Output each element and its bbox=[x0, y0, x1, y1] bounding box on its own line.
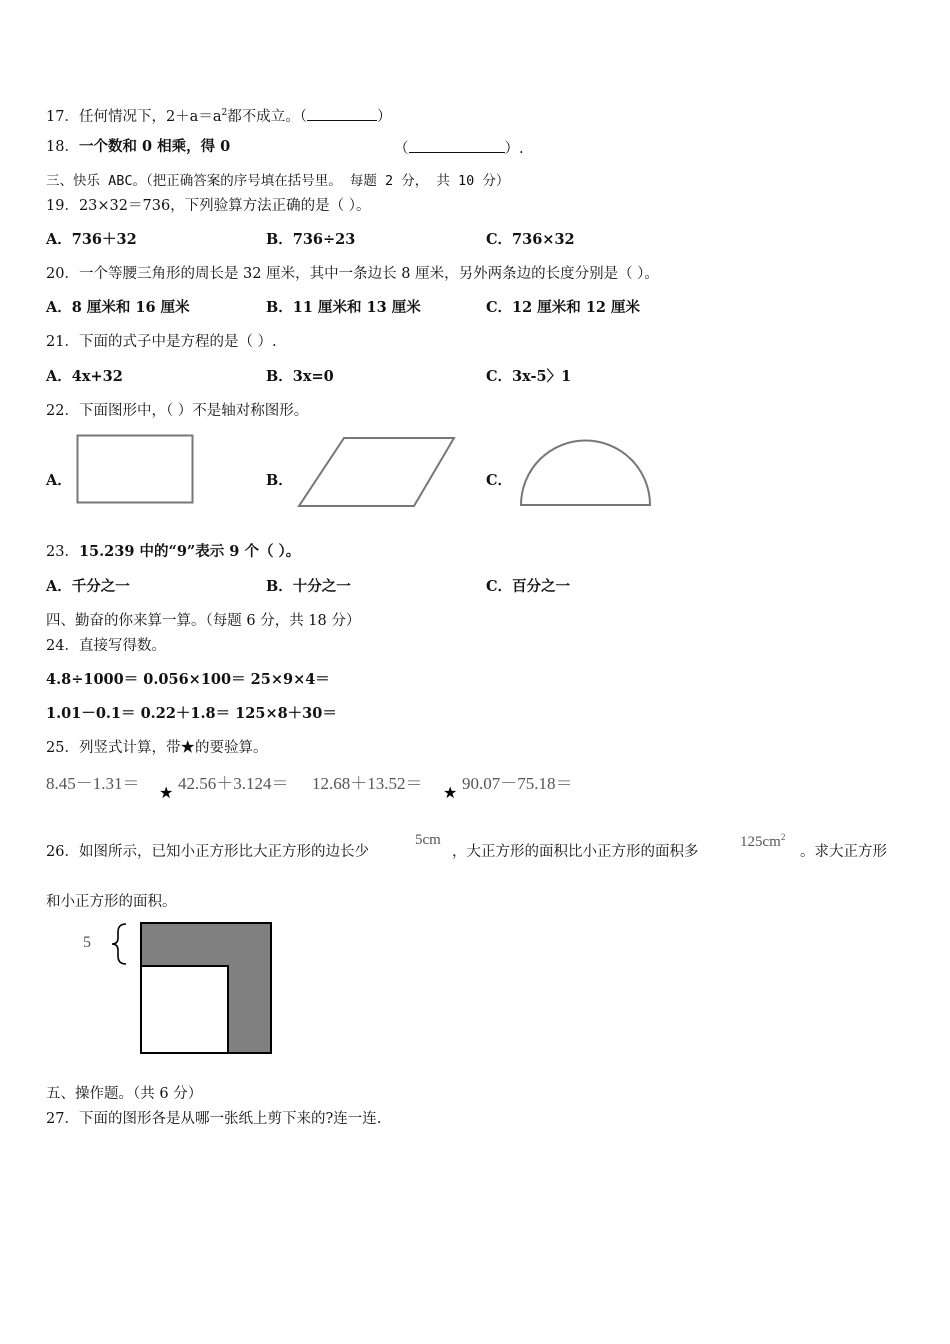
question-20 bbox=[46, 265, 659, 283]
q25-item-3: 12.68＋13.52＝ bbox=[312, 774, 423, 793]
q21-option-c[interactable]: C．3x-5〉1 bbox=[486, 368, 572, 385]
square-diagram-label: 5 bbox=[83, 934, 91, 951]
q19-text: 23×32＝736，下列验算方法正确的是（ ）。 bbox=[78, 198, 371, 214]
q26-note-125cm2 bbox=[740, 832, 785, 851]
q21-option-a[interactable]: A．4x+32 bbox=[46, 368, 123, 385]
q20-text: 一个等腰三角形的周长是 32 厘米，其中一条边长 8 厘米，另外两条边的长度分别是（ ）。 bbox=[78, 266, 659, 282]
question-23 bbox=[46, 543, 300, 561]
q22-option-c[interactable]: C． bbox=[486, 472, 513, 489]
q25-item-2: 42.56＋3.124＝ bbox=[178, 774, 289, 793]
question-27 bbox=[46, 1110, 381, 1128]
question-22 bbox=[46, 402, 308, 420]
q25-item-1: 8.45－1.31＝ bbox=[46, 774, 140, 793]
q17-close: ） bbox=[376, 108, 392, 125]
q18-open: （ bbox=[394, 141, 409, 157]
q17-number: 17． bbox=[46, 108, 79, 125]
question-18 bbox=[46, 138, 230, 156]
q23-option-a[interactable]: A．千分之一 bbox=[46, 578, 130, 595]
rectangle-figure[interactable] bbox=[76, 434, 196, 506]
star-icon: ★ bbox=[443, 783, 458, 802]
q26-note-sup: 2 bbox=[780, 832, 786, 842]
star-icon: ★ bbox=[159, 783, 174, 802]
q21-text: 下面的式子中是方程的是（ ）. bbox=[78, 334, 277, 350]
q23-number: 23． bbox=[46, 544, 79, 560]
q26-text-c: 。求大正方形 bbox=[800, 844, 887, 860]
section-3-title: 三、快乐 ABC。（把正确答案的序号填在括号里。 每题 2 分， 共 10 分） bbox=[46, 173, 510, 189]
question-19 bbox=[46, 197, 371, 215]
q22-option-b[interactable]: B． bbox=[266, 472, 293, 489]
q21-option-b[interactable]: B．3x=0 bbox=[266, 368, 334, 385]
q20-option-c[interactable]: C．12 厘米和 12 厘米 bbox=[486, 299, 641, 316]
q19-option-b[interactable]: B．736÷23 bbox=[266, 231, 356, 248]
q24-text: 直接写得数。 bbox=[78, 638, 166, 654]
q17-tail: 都不成立。（ bbox=[227, 108, 307, 125]
q26-number: 26． bbox=[46, 844, 79, 860]
q25-item-4: 90.07－75.18＝ bbox=[462, 774, 573, 793]
question-24 bbox=[46, 637, 166, 655]
question-17 bbox=[46, 104, 391, 126]
q17-answer-blank[interactable] bbox=[307, 106, 377, 121]
q24-row-2: 1.01－0.1＝ 0.22＋1.8＝ 125×8＋30＝ bbox=[46, 705, 337, 722]
q25-number: 25． bbox=[46, 740, 79, 756]
q20-option-b[interactable]: B．11 厘米和 13 厘米 bbox=[266, 299, 421, 316]
section-4-title: 四、勤奋的你来算一算。（每题 6 分，共 18 分） bbox=[46, 613, 361, 629]
q18-answer bbox=[394, 138, 524, 158]
q19-option-c[interactable]: C．736×32 bbox=[486, 231, 575, 248]
q21-number: 21． bbox=[46, 334, 79, 350]
q25-text: 列竖式计算，带★的要验算。 bbox=[78, 740, 268, 756]
q19-number: 19． bbox=[46, 198, 79, 214]
q23-option-b[interactable]: B．十分之一 bbox=[266, 578, 351, 595]
parallelogram-figure[interactable] bbox=[296, 436, 458, 510]
square-diagram bbox=[100, 920, 276, 1058]
q18-number: 18． bbox=[46, 139, 79, 155]
q26-text-b: ，大正方形的面积比小正方形的面积多 bbox=[452, 844, 699, 860]
section-5-title: 五、操作题。（共 6 分） bbox=[46, 1086, 203, 1102]
q26-text-a: 如图所示，已知小正方形比大正方形的边长少 bbox=[78, 844, 369, 860]
q18-close: ）. bbox=[504, 141, 524, 157]
q26-note-125cm: 125cm bbox=[740, 834, 781, 850]
question-26 bbox=[46, 843, 369, 861]
q27-number: 27． bbox=[46, 1111, 79, 1127]
q18-answer-blank[interactable] bbox=[409, 138, 505, 153]
q19-option-a[interactable]: A．736＋32 bbox=[46, 231, 137, 248]
q17-text: 任何情况下，2＋a＝a bbox=[78, 108, 222, 125]
q24-number: 24． bbox=[46, 638, 79, 654]
q26-note-5cm: 5cm bbox=[415, 832, 441, 848]
q18-text: 一个数和 0 相乘，得 0 bbox=[78, 138, 231, 155]
q20-option-a[interactable]: A．8 厘米和 16 厘米 bbox=[46, 299, 190, 316]
q23-option-c[interactable]: C．百分之一 bbox=[486, 578, 571, 595]
q20-number: 20． bbox=[46, 266, 79, 282]
q23-text: 15.239 中的“9”表示 9 个（ ）。 bbox=[78, 543, 301, 560]
question-21 bbox=[46, 333, 277, 351]
q27-text: 下面的图形各是从哪一张纸上剪下来的?连一连. bbox=[78, 1111, 382, 1127]
q26-text-d: 和小正方形的面积。 bbox=[46, 894, 177, 910]
question-25 bbox=[46, 739, 267, 757]
q22-number: 22． bbox=[46, 403, 79, 419]
semicircle-figure[interactable] bbox=[518, 438, 654, 510]
q24-row-1: 4.8÷1000＝ 0.056×100＝ 25×9×4＝ bbox=[46, 671, 330, 688]
q22-option-a[interactable]: A． bbox=[46, 472, 72, 489]
q22-text: 下面图形中，（ ）不是轴对称图形。 bbox=[78, 403, 309, 419]
q17-superscript: 2 bbox=[221, 108, 228, 118]
